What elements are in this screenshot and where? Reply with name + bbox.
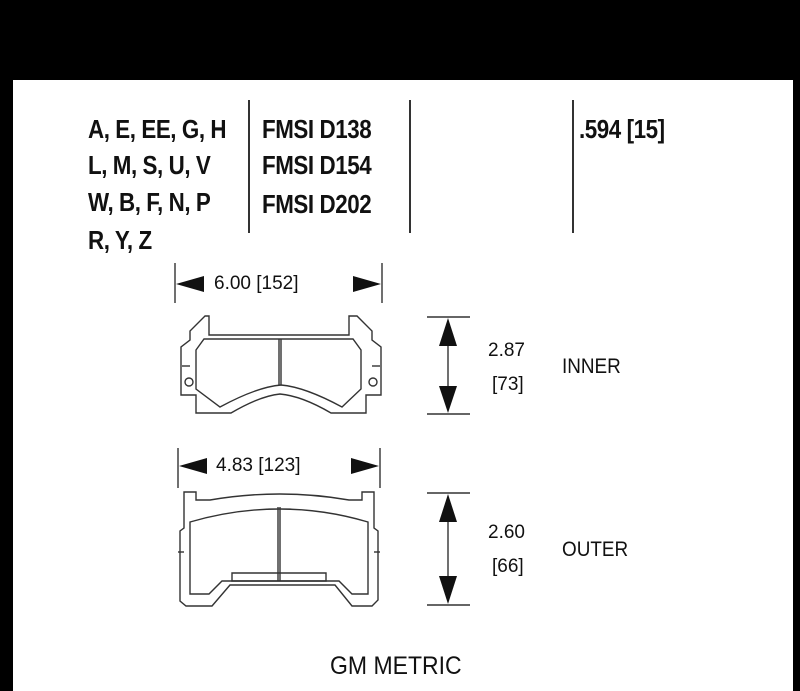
inner-height-inches: 2.87: [488, 340, 525, 361]
inner-width-label: 6.00 [152]: [214, 273, 299, 294]
outer-height-mm: [66]: [492, 556, 524, 577]
outer-height-inches: 2.60: [488, 522, 525, 543]
outer-width-label: 4.83 [123]: [216, 455, 301, 476]
inner-width-arrow-right: [353, 276, 381, 292]
compound-codes-line-1: A, E, EE, G, H: [88, 114, 227, 144]
outer-pad-label: OUTER: [562, 538, 629, 561]
inner-pad-label: INNER: [562, 355, 621, 378]
outer-height-arrow-bottom: [439, 576, 457, 604]
fmsi-number-2: FMSI D154: [262, 150, 372, 180]
outer-width-arrow-right: [351, 458, 379, 474]
compound-codes-line-2: L, M, S, U, V: [88, 150, 211, 180]
inner-pad-mount-hole-right: [369, 378, 377, 386]
compound-codes-line-4: R, Y, Z: [88, 225, 152, 255]
inner-width-arrow-left: [176, 276, 204, 292]
application-title: GM METRIC: [330, 652, 462, 680]
outer-pad-wear-tab: [232, 573, 326, 581]
outer-height-arrow-top: [439, 494, 457, 522]
inner-height-mm: [73]: [492, 374, 524, 395]
fmsi-number-3: FMSI D202: [262, 189, 372, 219]
compound-codes-line-3: W, B, F, N, P: [88, 187, 211, 217]
inner-height-arrow-top: [439, 318, 457, 346]
outer-width-arrow-left: [179, 458, 207, 474]
pad-thickness: .594 [15]: [579, 114, 665, 144]
inner-height-arrow-bottom: [439, 386, 457, 413]
fmsi-number-1: FMSI D138: [262, 114, 372, 144]
inner-pad-mount-hole-left: [185, 378, 193, 386]
